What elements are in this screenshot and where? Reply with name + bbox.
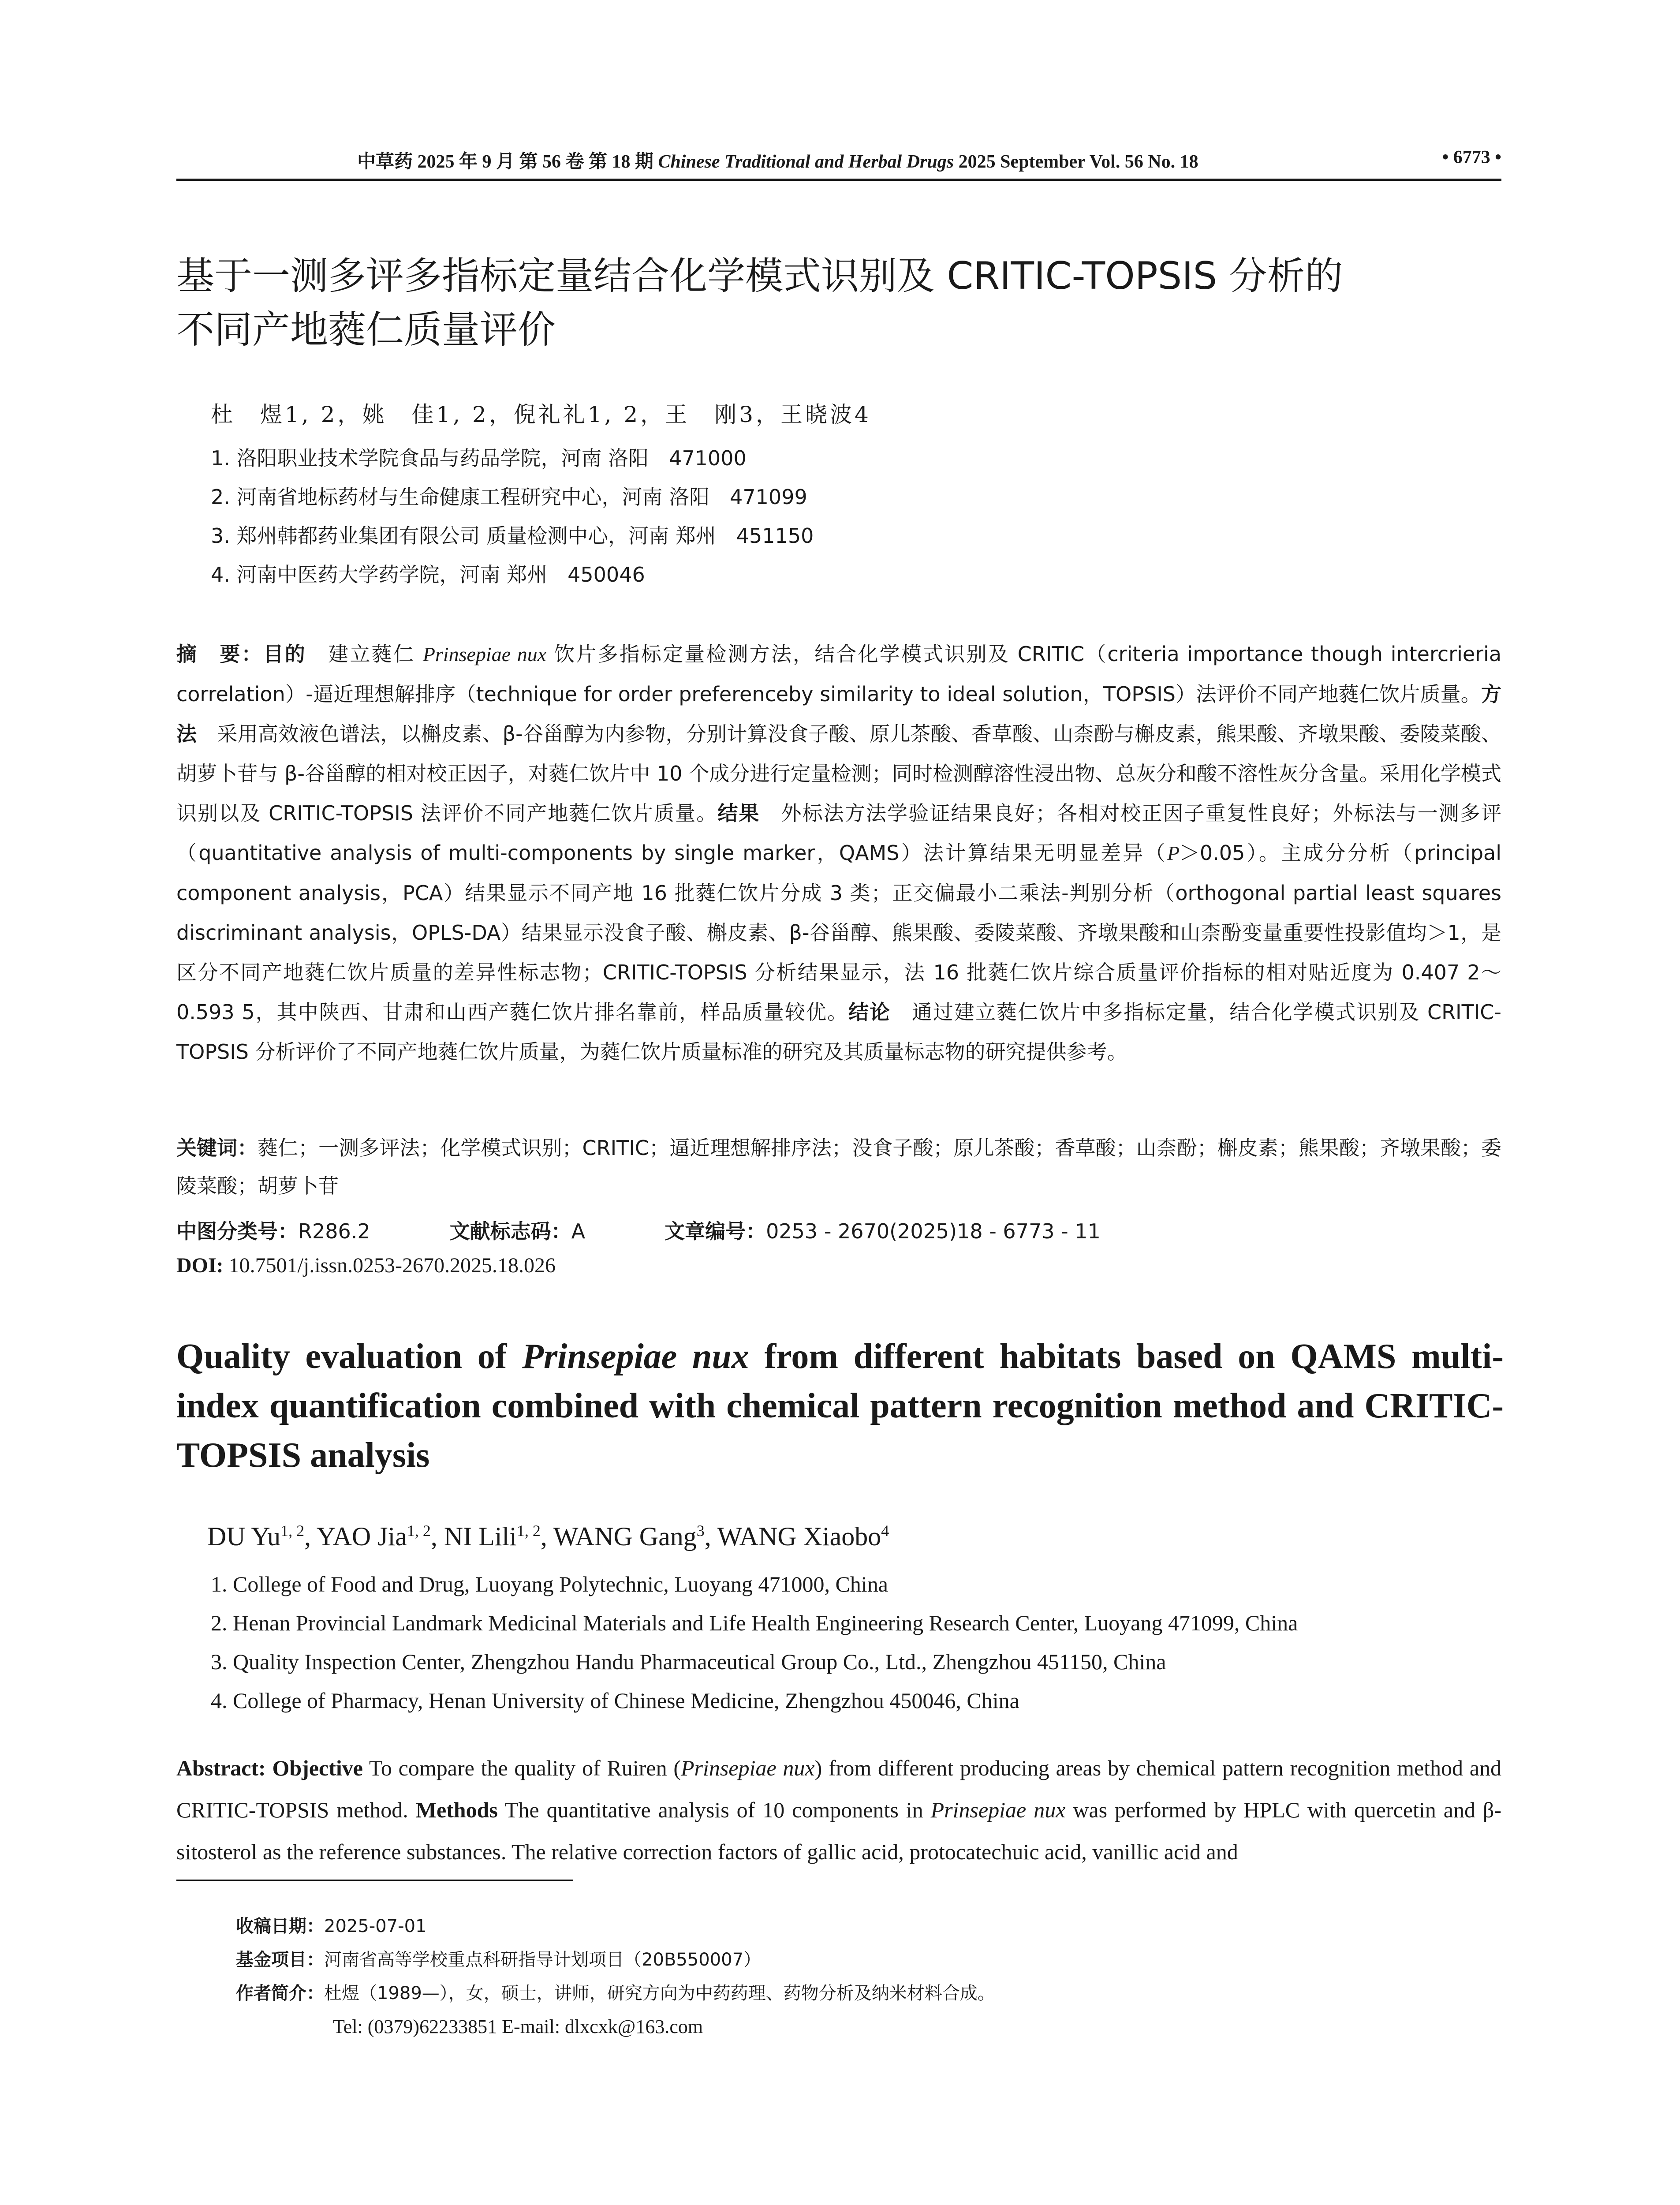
species-name-en-2: Prinsepiae nux [930, 1798, 1066, 1822]
authors-en [207, 1521, 889, 1552]
objective-text-cn-a: 建立蕤仁 [306, 642, 423, 666]
keywords-cn [176, 1129, 1501, 1205]
fund-info [236, 1943, 995, 1977]
p-symbol: P [1167, 842, 1180, 864]
author-affil-sup: 1, 2 [407, 1522, 431, 1540]
author-separator: , [704, 1522, 717, 1551]
clc-label: 中图分类号： [176, 1219, 298, 1243]
footnote-divider [176, 1880, 573, 1881]
article-number-label: 文章编号： [665, 1219, 766, 1243]
author-separator: , [430, 1522, 444, 1551]
affiliation-cn-4: 4. 河南中医药大学药学院，河南 郑州 450046 [211, 563, 645, 587]
objective-text-en-b: ) from different producing areas by chemical pattern recognition method and CRITIC-TOPSIS method. [176, 1756, 1502, 1822]
objective-label-cn: 目的 [263, 642, 307, 666]
title-cn-line-1: 基于一测多评多指标定量结合化学模式识别及 CRITIC-TOPSIS 分析的 [176, 254, 1343, 298]
affiliation-en-4: 4. College of Pharmacy, Henan University of Chinese Medicine, Zhengzhou 450046, China [211, 1688, 1019, 1713]
affiliation-en-1: 1. College of Food and Drug, Luoyang Polytechnic, Luoyang 471000, China [211, 1572, 888, 1596]
running-header [176, 143, 1501, 181]
affiliation-cn-3: 3. 郑州韩都药业集团有限公司 质量检测中心，河南 郑州 451150 [211, 524, 814, 548]
author-affil-sup: 1, 2 [516, 1522, 541, 1540]
conclusion-text-cn: 通过建立蕤仁饮片中多指标定量，结合化学模式识别及 CRITIC-TOPSIS 分析评价了不同产地蕤仁饮片质量，为蕤仁饮片质量标准的研究及其质量标志物的研究提供参考。 [176, 1000, 1502, 1064]
abstract-en-label: Abstract: Objective [176, 1756, 363, 1780]
species-name-cn: Prinsepiae nux [422, 643, 547, 665]
author-affil-sup: 1, 2 [280, 1522, 305, 1540]
bio-label: 作者简介： [236, 1983, 324, 2003]
author-en-5 [717, 1522, 889, 1551]
title-cn [176, 249, 1512, 357]
keywords-cn-label: 关键词： [176, 1136, 258, 1160]
title-en-part-2: from different habitats based on QAMS multi-index quantification combined with chemical pattern recognition method and CRITIC-TOPSIS analysis [176, 1337, 1504, 1475]
affiliation-cn-1: 1. 洛阳职业技术学院食品与药品学院，河南 洛阳 471000 [211, 446, 747, 470]
affiliation-cn-2: 2. 河南省地标药材与生命健康工程研究中心，河南 洛阳 471099 [211, 485, 807, 509]
abstract-cn-label: 摘 要： [176, 642, 263, 666]
article-number-value: 0253 - 2670(2025)18 - 6773 - 11 [766, 1219, 1101, 1243]
objective-text-en-a: To compare the quality of Ruiren ( [362, 1756, 681, 1780]
affiliations-cn [211, 439, 814, 594]
results-text-cn-a: 外标法方法学验证结果良好；各相对校正因子重复性良好；外标法与一测多评（quantitative analysis of multi-components by single marker，QAMS）法计算结果无明显差异（ [176, 801, 1502, 865]
clc-value: R286.2 [298, 1219, 370, 1243]
header-journal-info [357, 147, 1198, 173]
title-en-part-1: Quality evaluation of [176, 1337, 523, 1376]
doi-label: DOI: [176, 1254, 224, 1277]
page-number: • 6773 • [1442, 147, 1501, 168]
author-en-1 [207, 1522, 317, 1551]
author-name: WANG Xiaobo [717, 1522, 881, 1551]
abstract-cn [176, 634, 1501, 1072]
methods-label-en: Methods [415, 1798, 498, 1822]
author-en-3 [444, 1522, 553, 1551]
received-date [236, 1910, 995, 1943]
author-bio [236, 1977, 995, 2010]
conclusion-label-cn: 结论 [848, 1000, 891, 1024]
author-affil-sup: 4 [881, 1522, 889, 1540]
abstract-en [176, 1747, 1501, 1873]
objective-text-cn-b: 饮片多指标定量检测方法，结合化学模式识别及 CRITIC（criteria importance though intercrieria correlation）-逼近理想解排序（technique for order preferenceby similarity to ideal solution，TOPSIS）法评价不同产地蕤仁饮片质量。 [176, 642, 1502, 706]
fund-value: 河南省高等学校重点科研指导计划项目（20B550007） [324, 1950, 762, 1970]
author-name: YAO Jia [316, 1522, 407, 1551]
author-separator: , [304, 1522, 317, 1551]
fund-label: 基金项目： [236, 1950, 324, 1970]
author-contact: Tel: (0379)62233851 E-mail: dlxcxk@163.com [333, 2016, 703, 2037]
keywords-cn-text: 蕤仁；一测多评法；化学模式识别；CRITIC；逼近理想解排序法；没食子酸；原儿茶酸；香草酸；山柰酚；槲皮素；熊果酸；齐墩果酸；委陵菜酸；胡萝卜苷 [176, 1136, 1501, 1198]
affiliation-en-3: 3. Quality Inspection Center, Zhengzhou Handu Pharmaceutical Group Co., Ltd., Zhengzhou 451150, China [211, 1649, 1166, 1674]
results-text-cn-b: ＞0.05）。主成分分析（principal component analysis，PCA）结果显示不同产地 16 批蕤仁饮片分成 3 类；正交偏最小二乘法-判别分析（orthogonal partial least squares discriminant analysis，OPLS-DA）结果显示没食子酸、槲皮素、β-谷甾醇、熊果酸、委陵菜酸、齐墩果酸和山柰酚变量重要性投影值均＞1，是区分不同产地蕤仁饮片质量的差异性标志物；CRITIC-TOPSIS 分析结果显示，法 16 批蕤仁饮片综合质量评价指标的相对贴近度为 0.407 2～0.593 5，其中陕西、甘肃和山西产蕤仁饮片排名靠前，样品质量较优。 [176, 841, 1502, 1024]
methods-text-cn: 采用高效液色谱法，以槲皮素、β-谷甾醇为内参物，分别计算没食子酸、原儿茶酸、香草酸、山柰酚与槲皮素，熊果酸、齐墩果酸、委陵菜酸、胡萝卜苷与 β-谷甾醇的相对校正因子，对蕤仁饮片中 10 个成分进行定量检测；同时检测醇溶性浸出物、总灰分和酸不溶性灰分含量。采用化学模式识别以及 CRITIC-TOPSIS 法评价不同产地蕤仁饮片质量。 [176, 722, 1502, 825]
received-label: 收稿日期： [236, 1916, 324, 1936]
journal-name-cn: 中草药 [357, 152, 413, 172]
species-name-en: Prinsepiae nux [681, 1756, 815, 1780]
methods-label-cn: 方法 [176, 682, 1501, 746]
issue-en: 2025 September Vol. 56 No. 18 [958, 152, 1198, 172]
bio-value: 杜煜（1989—），女，硕士，讲师，研究方向为中药药理、药物分析及纳米材料合成。 [324, 1983, 995, 2003]
received-value: 2025-07-01 [324, 1916, 427, 1936]
methods-text-en-a: The quantitative analysis of 10 components in [497, 1798, 931, 1822]
author-affil-sup: 3 [696, 1522, 705, 1540]
title-cn-line-2: 不同产地蕤仁质量评价 [176, 308, 556, 352]
results-label-cn: 结果 [717, 801, 760, 825]
author-separator: , [540, 1522, 553, 1551]
doi-line [176, 1253, 556, 1278]
doi-value[interactable]: 10.7501/j.issn.0253-2670.2025.18.026 [228, 1254, 556, 1277]
affiliations-en [211, 1565, 1298, 1720]
author-en-2 [317, 1522, 444, 1551]
doccode-label: 文献标志码： [449, 1219, 571, 1243]
title-en [176, 1332, 1504, 1480]
author-name: DU Yu [207, 1522, 281, 1551]
doccode-value: A [571, 1219, 586, 1243]
title-en-species: Prinsepiae nux [522, 1337, 749, 1376]
author-en-4 [553, 1522, 717, 1551]
affiliation-en-2: 2. Henan Provincial Landmark Medicinal Materials and Life Health Engineering Research Center, Luoyang 471099, China [211, 1611, 1298, 1635]
issue-cn: 2025 年 9 月 第 56 卷 第 18 期 [417, 152, 654, 172]
classification-line [176, 1215, 1101, 1245]
methods-text-en-b: was performed by HPLC with quercetin and β-sitosterol as the reference substances. The relative correction factors of gallic acid, protocatechuic acid, vanillic acid and [176, 1798, 1501, 1864]
author-name: NI Lili [444, 1522, 517, 1551]
footnotes [236, 1910, 995, 2044]
authors-cn: 杜 煜1, 2，姚 佳1, 2，倪礼礼1, 2，王 刚3，王晓波4 [211, 402, 871, 427]
journal-name-en: Chinese Traditional and Herbal Drugs [658, 152, 954, 172]
author-name: WANG Gang [553, 1522, 697, 1551]
